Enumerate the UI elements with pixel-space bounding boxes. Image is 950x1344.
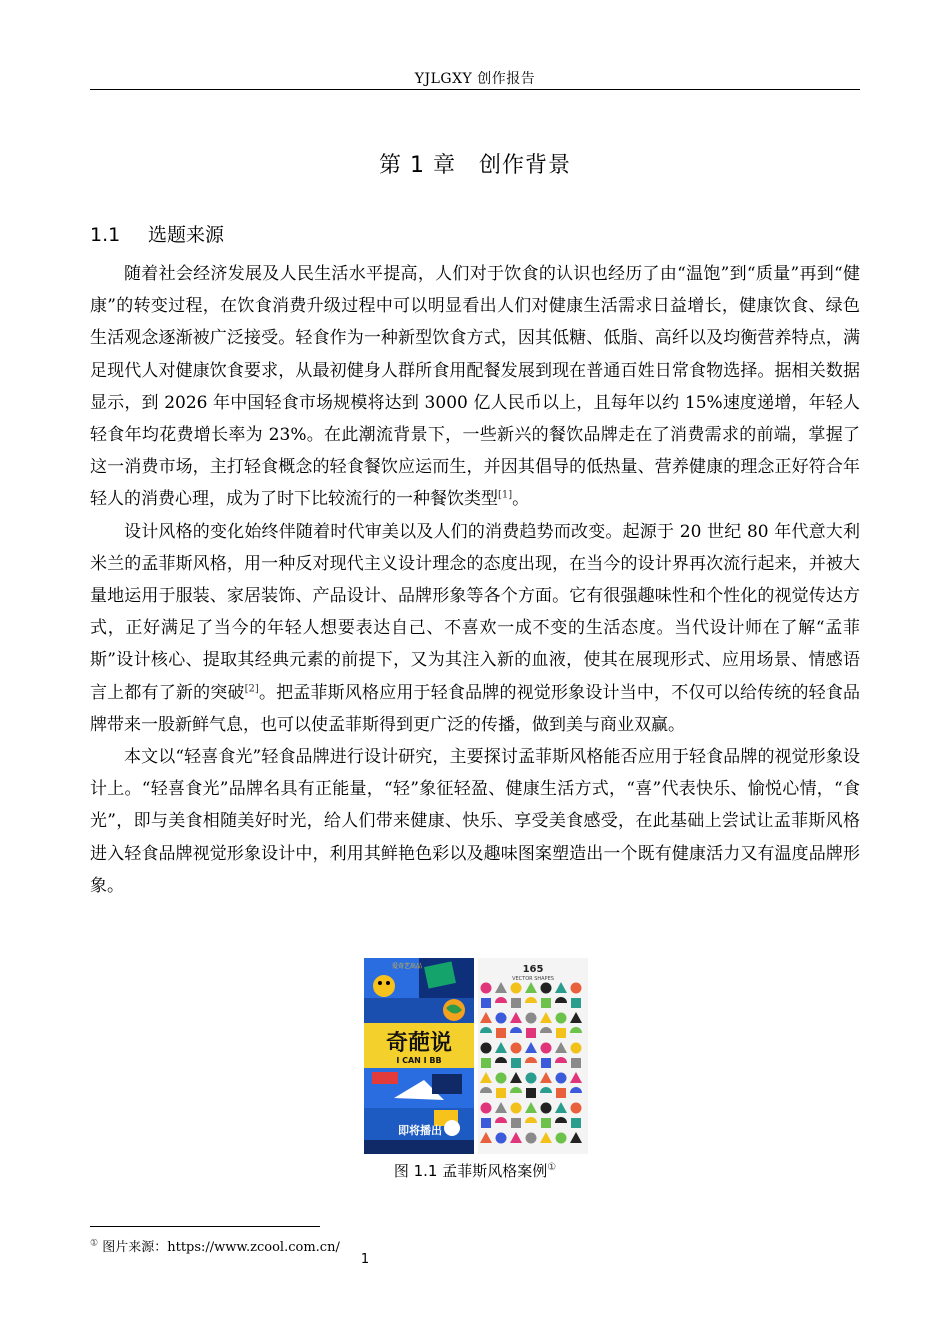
vector-shape (495, 1057, 507, 1063)
poster-bottom-text: 即将播出 (398, 1124, 442, 1137)
vector-shape (511, 998, 521, 1008)
vector-shape (541, 1118, 551, 1128)
vector-shape (540, 1027, 552, 1033)
vector-shape (555, 982, 567, 993)
vector-shape (570, 1027, 582, 1033)
vector-shape (481, 983, 492, 994)
section-title: 选题来源 (148, 224, 225, 246)
vector-shape (540, 1072, 552, 1083)
vector-shape (510, 1072, 522, 1083)
vector-shape (480, 1087, 492, 1093)
vector-shape (495, 997, 507, 1003)
vector-shape (540, 1132, 552, 1143)
vector-shapes-image (478, 958, 588, 1154)
vector-shape (570, 1012, 582, 1023)
vector-shape (555, 1102, 567, 1113)
vector-shape (511, 983, 522, 994)
vector-shape (510, 1027, 522, 1033)
vector-shape (571, 1043, 582, 1054)
poster-illustration (364, 958, 474, 1154)
caption-footnote-mark: ① (547, 1162, 557, 1173)
footnote-rule (90, 1226, 320, 1227)
figure-caption: 图 1.1 孟菲斯风格案例① (393, 1162, 557, 1180)
vector-shape (556, 1133, 567, 1144)
body-text (90, 258, 860, 902)
vector-shape (570, 1132, 582, 1143)
poster-corner-label: 爱奇艺出品 (392, 963, 423, 970)
vector-shape (571, 1118, 581, 1128)
vector-shape (556, 1088, 566, 1098)
vector-shape (556, 1028, 566, 1038)
vector-shape (540, 1012, 552, 1023)
vector-shape (511, 1043, 522, 1054)
vector-shape (496, 1133, 507, 1144)
vector-shape (480, 1072, 492, 1083)
vector-shape (571, 998, 581, 1008)
memphis-poster-image (364, 958, 474, 1154)
vector-shape (480, 1027, 492, 1033)
vector-shape (510, 1132, 522, 1143)
poster-title: 奇葩说 (385, 1031, 453, 1056)
vector-shape (571, 983, 582, 994)
vector-shape (540, 1087, 552, 1093)
vector-shape (556, 1073, 567, 1084)
vector-shape (495, 1102, 507, 1113)
vector-shape (525, 1057, 537, 1063)
vector-shape (555, 997, 567, 1003)
vector-shape (496, 1028, 506, 1038)
vector-shape (495, 982, 507, 993)
vector-shape (526, 1013, 537, 1024)
shapes-illustration (478, 958, 588, 1154)
vector-shape (555, 1042, 567, 1053)
citation-ref[interactable]: [2] (244, 682, 259, 694)
vector-shape (555, 1117, 567, 1123)
vector-shape (570, 1072, 582, 1083)
vector-shape (525, 1042, 537, 1053)
chapter-title: 第 1 章 创作背景 (379, 153, 571, 178)
vector-shape (541, 983, 552, 994)
section-heading (90, 220, 224, 247)
paragraph-3: 本文以“轻喜食光”轻食品牌进行设计研究，主要探讨孟菲斯风格能否应用于轻食品牌的视觉形象设计上。“轻喜食光”品牌名具有正能量，“轻”象征轻盈、健康生活方式，“喜”代表快乐、愉悦心情，“食光”，即与美食相随美好时光，给人们带来健康、快乐、享受美食感受，在此基础上尝试让孟菲斯风格进入轻食品牌视觉形象设计中，利用其鲜艳色彩以及趣味图案塑造出一个既有健康活力又有温度品牌形象。 (90, 747, 860, 896)
vector-shape (541, 1058, 551, 1068)
vector-shape (541, 1043, 552, 1054)
vector-shape (481, 1043, 492, 1054)
page-number: 1 (360, 1252, 370, 1267)
vector-shape (511, 1118, 521, 1128)
vector-shape (555, 1057, 567, 1063)
vector-shape (481, 1058, 491, 1068)
vector-shape (480, 1132, 492, 1143)
vector-shape (495, 1042, 507, 1053)
section-number: 1.1 (90, 224, 121, 246)
vector-shape (495, 1117, 507, 1123)
poster-subtitle: I CAN I BB (396, 1056, 442, 1065)
footnote-text: 图片来源：https://www.zcool.com.cn/ (102, 1240, 340, 1255)
vector-shape (526, 1133, 537, 1144)
vector-shape (496, 1088, 506, 1098)
vector-shape (526, 1028, 536, 1038)
vector-shape (510, 1087, 522, 1093)
vector-shape (511, 1058, 521, 1068)
vector-shape (525, 1102, 537, 1113)
vector-shape (541, 998, 551, 1008)
vector-shape (526, 1088, 536, 1098)
header-rule (90, 89, 860, 90)
footnote-mark: ① (90, 1238, 99, 1249)
vector-shape (570, 1087, 582, 1093)
shapes-subtitle: VECTOR SHAPES (512, 976, 554, 982)
vector-shape (571, 1103, 582, 1114)
vector-shape (481, 998, 491, 1008)
vector-shape (526, 1073, 537, 1084)
citation-ref[interactable]: [1] (498, 489, 513, 501)
vector-shape (556, 1013, 567, 1024)
vector-shape (480, 1012, 492, 1023)
vector-shape (496, 1013, 507, 1024)
vector-shape (496, 1073, 507, 1084)
paragraph-1: 随着社会经济发展及人民生活水平提高，人们对于饮食的认识也经历了由“温饱”到“质量”再到“健康”的转变过程，在饮食消费升级过程中可以明显看出人们对健康生活需求日益增长，健康饮食、绿色生活观念逐渐被广泛接受。轻食作为一种新型饮食方式，因其低糖、低脂、高纤以及均衡营养特点，满足现代人对健康饮食要求，从最初健身人群所食用配餐发展到现在普通百姓日常食物选择。据相关数据显示，到 2026 年中国轻食市场规模将达到 3000 亿人民币以上，且每年以约 15%速度递增，年轻人轻食年均花费增长率为 23%。在此潮流背景下，一些新兴的餐饮品牌走在了消费需求的前端，掌握了这一消费市场，主打轻食概念的轻食餐饮应运而生，并因其倡导的低热量、营养健康的理念正好符合年轻人的消费心理，成为了时下比较流行的一种餐饮类型[1]。 (90, 264, 860, 510)
vector-shape (525, 997, 537, 1003)
vector-shape (481, 1118, 491, 1128)
vector-shape (525, 982, 537, 993)
vector-shape (510, 1012, 522, 1023)
vector-shape (511, 1103, 522, 1114)
vector-shape (541, 1103, 552, 1114)
running-header: YJLGXY 创作报告 (414, 71, 536, 87)
vector-shape (571, 1058, 581, 1068)
paragraph-2: 设计风格的变化始终伴随着时代审美以及人们的消费趋势而改变。起源于 20 世纪 80 年代意大利米兰的孟菲斯风格，用一种反对现代主义设计理念的态度出现，在当今的设计界再次流行起来，并被大量地运用于服装、家居装饰、产品设计、品牌形象等各个方面。它有很强趣味性和个性化的视觉传达方式，正好满足了当今的年轻人想要表达自己、不喜欢一成不变的生活态度。当代设计师在了解“孟菲斯”设计核心、提取其经典元素的前提下，又为其注入新的血液，使其在展现形式、应用场景、情感语言上都有了新的突破[2]。把孟菲斯风格应用于轻食品牌的视觉形象设计当中，不仅可以给传统的轻食品牌带来一股新鲜气息，也可以使孟菲斯得到更广泛的传播，做到美与商业双赢。 (90, 521, 861, 735)
vector-shape (481, 1103, 492, 1114)
vector-shape (525, 1117, 537, 1123)
shapes-title: 165 (522, 964, 544, 975)
figure-1-1 (364, 958, 588, 1154)
